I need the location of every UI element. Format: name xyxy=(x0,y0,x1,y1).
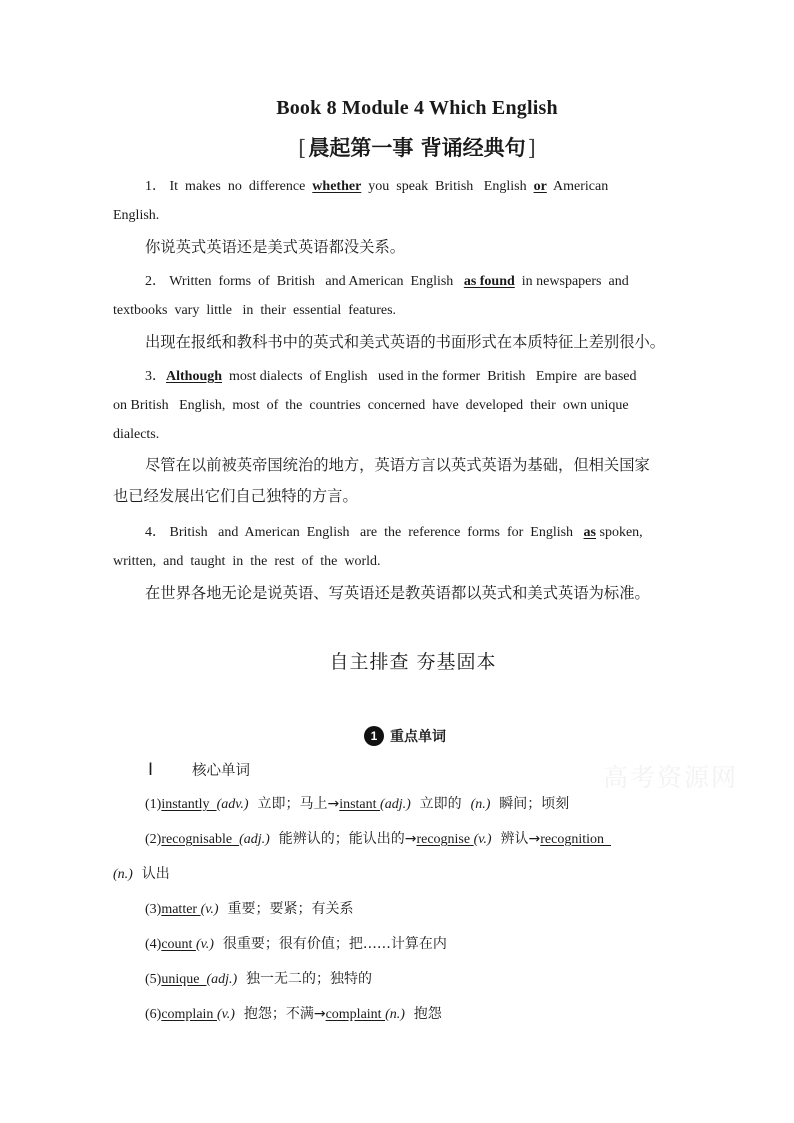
sentence-2-cn: 出现在报纸和教科书中的英式和美式英语的书面形式在本质特征上差别很小。 xyxy=(145,333,666,351)
vocab-item-4: (4)count (v.) 很重要；很有价值；把……计算在内 xyxy=(145,936,447,952)
keyword-or: or xyxy=(533,179,547,194)
sentence-2-en xyxy=(113,267,679,325)
keyword-as: as xyxy=(583,525,596,540)
keyword-although: Although xyxy=(166,369,223,384)
sentence-4-line2: written, and taught in the rest of the world. xyxy=(113,554,381,569)
sentence-3-cn: 尽管在以前被英帝国统治的地方，英语方言以英式英语为基础，但相关国家 也已经发展出它们自己独特的方言。 xyxy=(113,456,650,505)
watermark: 高考资源网 xyxy=(603,763,739,792)
keyword-whether: whether xyxy=(312,179,362,194)
bracket-right: ] xyxy=(527,136,536,160)
sentence-1-line1: 1． It makes no difference whether you speak British English or American xyxy=(145,179,609,194)
sentence-3-line1: 3．Although most dialects of English used in the former British Empire are based xyxy=(145,369,637,384)
sentence-2-line1: 2． Written forms of British and American English as found in newspapers and xyxy=(145,274,629,289)
sentence-1-en xyxy=(113,172,679,230)
sentence-3-line3: dialects. xyxy=(113,427,160,442)
section-title: 自主排查 夯基固本 xyxy=(329,651,497,673)
bracket-left: [ xyxy=(298,136,307,160)
badge-label: 重点单词 xyxy=(390,729,446,745)
page-title: Book 8 Module 4 Which English xyxy=(276,97,558,119)
subtitle-text: 晨起第一事 背诵经典句 xyxy=(308,135,526,160)
sentence-4-cn: 在世界各地无论是说英语、写英语还是教英语都以英式和美式英语为标准。 xyxy=(145,584,650,602)
sentence-4-en xyxy=(113,518,679,576)
number-one-circle-icon: 1 xyxy=(364,726,384,746)
sentence-3-en xyxy=(113,362,679,449)
keyword-as-found: as found xyxy=(463,274,515,289)
vocab-item-3: (3)matter (v.) 重要；要紧；有关系 xyxy=(145,901,354,917)
sentence-1-cn: 你说英式英语还是美式英语都没关系。 xyxy=(145,238,406,256)
vocab-list xyxy=(113,787,685,1032)
vocab-item-1: (1)instantly (adv.) 立即；马上→instant (adj.) 立即的 (n.) 瞬间；顷刻 xyxy=(145,796,570,812)
sentence-3-line2: on British English, most of the countries concerned have developed their own unique xyxy=(113,398,629,413)
sentence-1-line2: English. xyxy=(113,208,160,223)
vocab-item-2-cont: (n.) 认出 xyxy=(113,866,170,882)
sentence-2-line2: textbooks vary little in their essential features. xyxy=(113,303,397,318)
vocab-item-2: (2)recognisable (adj.) 能辨认的；能认出的→recognise (v.) 辨认→recognition xyxy=(145,831,611,847)
section-badge xyxy=(364,725,446,747)
page-subtitle xyxy=(0,132,794,162)
roman-numeral: Ⅰ xyxy=(148,759,154,779)
subsection-label: 核心单词 xyxy=(192,763,250,779)
sentence-4-line1: 4． British and American English are the reference forms for English as spoken, xyxy=(145,525,643,540)
subsection-heading xyxy=(148,759,250,780)
vocab-item-5: (5)unique (adj.) 独一无二的；独特的 xyxy=(145,971,373,987)
vocab-item-6: (6)complain (v.) 抱怨；不满→complaint (n.) 抱怨 xyxy=(145,1006,442,1022)
